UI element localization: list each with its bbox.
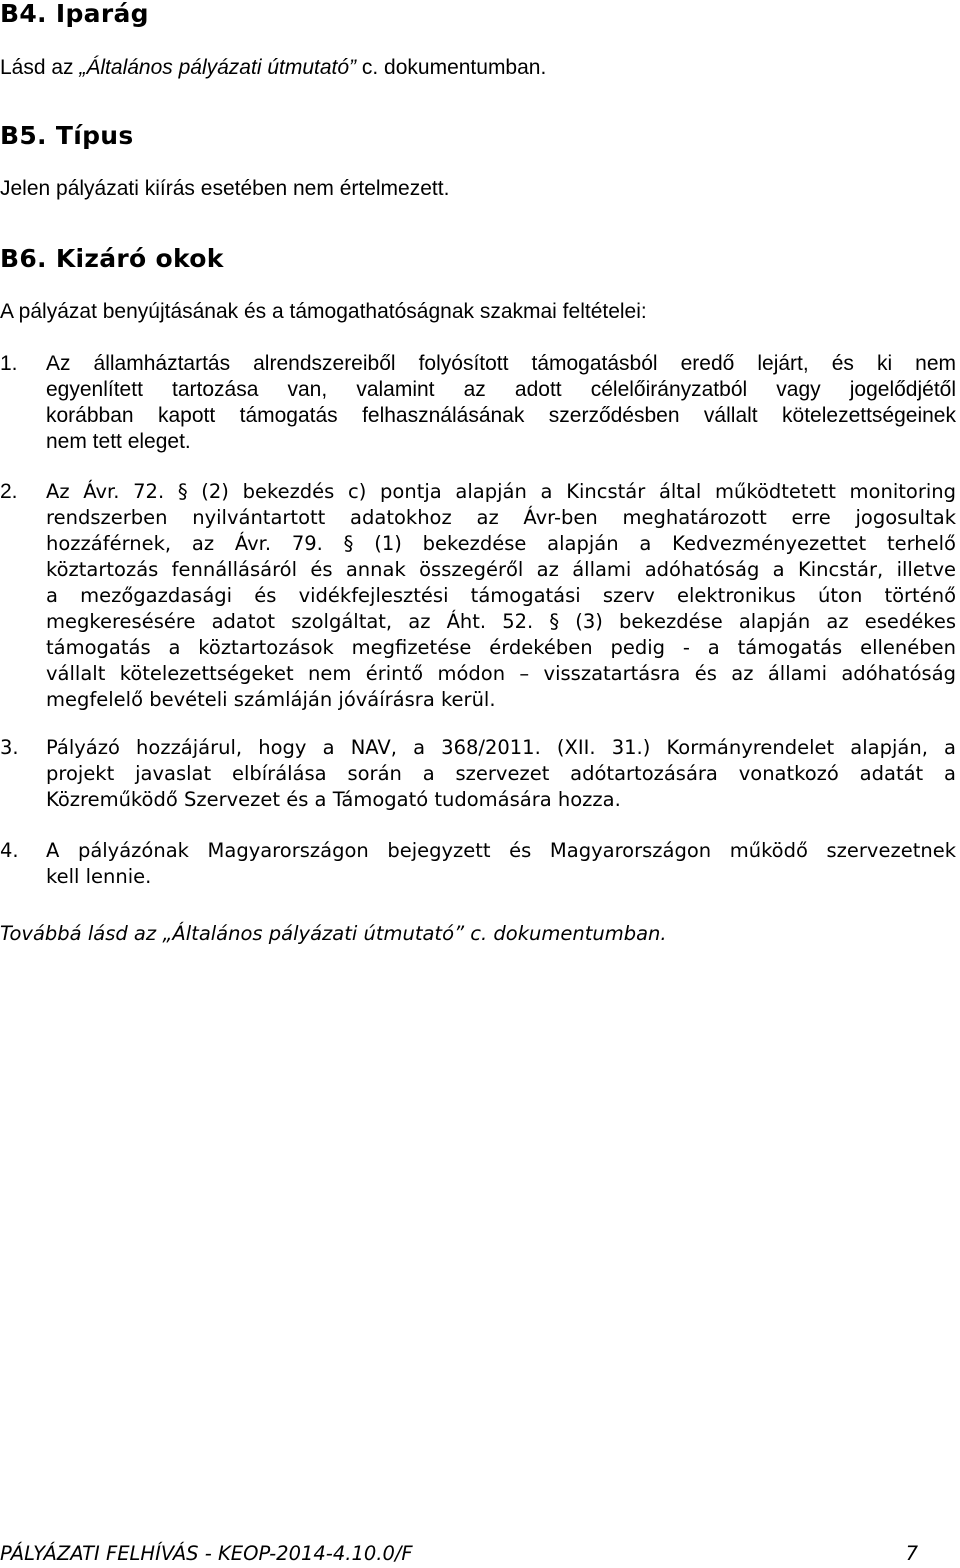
list-item-text: Az Ávr. 72. § (2) bekezdés c) pontja alapján a Kincstár által működtetett monitoring rendszerben nyilvántartott adatokhoz az Ávr-ben meghatározott erre jogosultak hozzáférnek, az Ávr. 79. § (1) bekezdése alapján a Kedvezményezettet terhelő köztartozás fennállásáról és annak összegéről az állami adóhatóság a Kincstár, illetve a mezőgazdasági és vidékfejlesztési támogatási szerv elektronikus úton történő megkeresésére adatot szolgáltat, az Áht. 52. § (3) bekezdése alapján az esedékes támogatás a köztartozások megfizetése érdekében pedig - a támogatás ellenében vállalt kötelezettségeket nem érintő módon – visszatartásra és az állami adóhatóság megfelelő bevételi számláján jóváírásra kerül. [46,480,956,711]
section-heading-b4: B4. Iparág [0,0,149,28]
list-item-text: A pályázónak Magyarországon bejegyzett és Magyarországon működő szervezetnek kell lennie. [46,839,956,888]
list-item-number: 3. [0,736,19,759]
page-number: 7 [905,1542,918,1565]
page-footer [0,1541,918,1567]
section-body-b6: A pályázat benyújtásának és a támogathatóságnak szakmai feltételei: [0,300,647,323]
list-item-text: Pályázó hozzájárul, hogy a NAV, a 368/2011. (XII. 31.) Kormányrendelet alapján, a projekt javaslat elbírálása során a szervezet adótartozására vonatkozó adatát a Közreműködő Szervezet és a Támogató tudomására hozza. [46,736,956,811]
further-reference: Továbbá lásd az „Általános pályázati útmutató” c. dokumentumban. [0,922,667,945]
list-item-text: Az államháztartás alrendszereiből folyósított támogatásból eredő lejárt, és ki nem egyenlített tartozása van, valamint az adott célelőirányzatból vagy jogelődjétől korábban kapott támogatás felhasználásának szerződésben vállalt kötelezettségeinek nem tett eleget. [46,352,956,453]
list-item-number: 4. [0,839,19,862]
list-item-number: 2. [0,480,18,503]
section-body-b5: Jelen pályázati kiírás esetében nem értelmezett. [0,177,450,200]
list-item-number: 1. [0,352,18,375]
section-body-b4: Lásd az „Általános pályázati útmutató” c. dokumentumban. [0,56,547,79]
section-heading-b5: B5. Típus [0,121,134,150]
footer-title: PÁLYÁZATI FELHÍVÁS - KEOP-2014-4.10.0/F [0,1542,413,1565]
section-heading-b6: B6. Kizáró okok [0,244,224,273]
guide-title: „Általános pályázati útmutató” [79,56,357,79]
